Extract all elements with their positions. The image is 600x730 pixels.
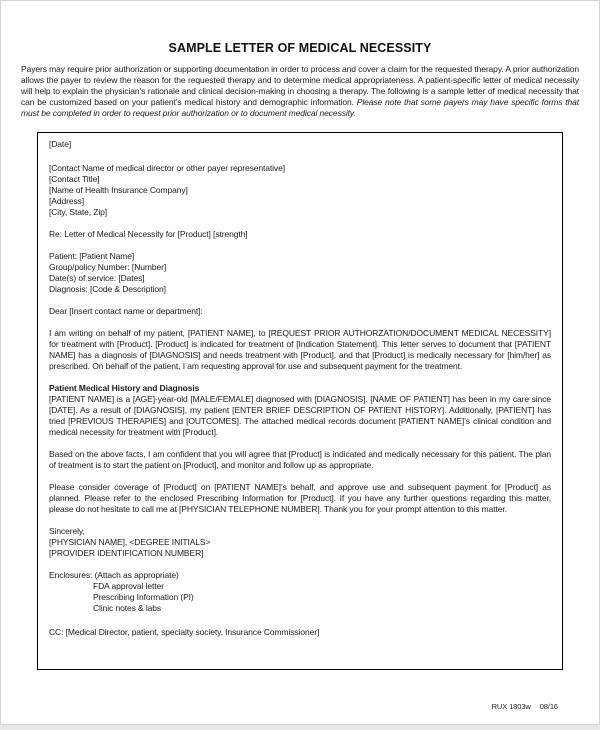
letter-line: [PROVIDER IDENTIFICATION NUMBER] bbox=[49, 548, 204, 558]
letter-line: Sincerely, bbox=[49, 526, 85, 536]
closing-block bbox=[49, 526, 551, 559]
footer-doc-date: 08/16 bbox=[539, 702, 558, 711]
letter-line: [Address] bbox=[49, 196, 85, 206]
intro-text-regular: Payers may require prior authorization or supporting documentation in order to process and cover a claim for the requested therapy. A prior authorization allows the payer to review the reason for the requested therapy and to determine medical appropriateness. A patient-specific letter of medical necessity will help to explain the physician’s rationale and clinical decision-making in choosing a therapy. The following is a sample letter of medical necessity that can be customized based on your patient’s medical history and demographic information. bbox=[21, 64, 579, 107]
letter-line: Group/policy Number: [Number] bbox=[49, 262, 167, 272]
intro-text-italic: Please note that some payers may have specific forms that must be completed in order to request prior authorization or to document medical necessity. bbox=[21, 97, 580, 118]
enclosures-list bbox=[49, 581, 551, 614]
request-paragraph: I am writing on behalf of my patient, [PATIENT NAME], to [REQUEST PRIOR AUTHORZATION/DOCUMENT MEDICAL NECESSITY] for treatment with [Product]. [Product] is indicated for treatment of [Indication Statement]. This letter serves to document that [PATIENT NAME] has a diagnosis of [DIAGNOSIS] and needs treatment with [Product], and that [Product] is medically necessary for [him/her] as prescribed. On behalf of the patient, I am requesting approval for use and subsequent payment for the treatment. bbox=[49, 328, 551, 371]
patient-info-block bbox=[49, 251, 551, 295]
letter-line: [PHYSICIAN NAME], <DEGREE INITIALS> bbox=[49, 537, 211, 547]
history-heading: Patient Medical History and Diagnosis bbox=[49, 383, 200, 393]
letter-line: Diagnosis: [Code & Description] bbox=[49, 284, 166, 294]
letter-line: [City, State, Zip] bbox=[49, 207, 108, 217]
enclosures-label: Enclosures: (Attach as appropriate) bbox=[49, 570, 179, 580]
cc-line: CC: [Medical Director, patient, specialty society, Insurance Commissioner] bbox=[49, 627, 320, 637]
intro-paragraph bbox=[21, 64, 579, 119]
letter-template-box bbox=[37, 132, 563, 670]
re-line: Re: Letter of Medical Necessity for [Product] [strength] bbox=[49, 229, 248, 239]
letter-line: [Contact Title] bbox=[49, 174, 100, 184]
date-line: [Date] bbox=[49, 139, 72, 149]
coverage-paragraph: Please consider coverage of [Product] on [PATIENT NAME]’s behalf, and approve use and subsequent payment for [Product] as planned. Please refer to the enclosed Prescribing Information for [Product]. If you have any further questions regarding this matter, please do not hesitate to call me at [PHYSICIAN TELEPHONE NUMBER]. Thank you for your prompt attention to this matter. bbox=[49, 482, 551, 514]
footer-doc-code: RUX 1803w bbox=[491, 702, 531, 711]
history-paragraph: [PATIENT NAME] is a [AGE]-year-old [MALE/FEMALE] diagnosed with [DIAGNOSIS]. [NAME OF PATIENT] has been in my care since [DATE]. As a result of [DIAGNOSIS], my patient [ENTER BRIEF DESCRIPTION OF PATIENT HISTORY]. Additionally, [PATIENT] has tried [PREVIOUS THERAPIES] and [OUTCOMES]. The attached medical records document [PATIENT NAME]’s clinical condition and medical necessity for treatment with [Product]. bbox=[49, 394, 551, 437]
enclosure-item: Prescribing Information (PI) bbox=[93, 592, 194, 602]
salutation-line: Dear [Insert contact name or department]: bbox=[49, 306, 203, 316]
enclosure-item: Clinic notes & labs bbox=[93, 603, 162, 613]
letter-line: [Contact Name of medical director or other payer representative] bbox=[49, 163, 285, 173]
letter-line: Date(s) of service: [Dates] bbox=[49, 273, 145, 283]
recipient-block bbox=[49, 163, 551, 218]
confidence-paragraph: Based on the above facts, I am confident that you will agree that [Product] is indicated and medically necessary for this patient. The plan of treatment is to start the patient on [Product], and monitor and follow up as appropriate. bbox=[49, 449, 551, 470]
page-title: SAMPLE LETTER OF MEDICAL NECESSITY bbox=[168, 41, 432, 55]
letter-line: [Name of Health Insurance Company] bbox=[49, 185, 188, 195]
enclosure-item: FDA approval letter bbox=[93, 581, 164, 591]
letter-line: Patient: [Patient Name] bbox=[49, 251, 135, 261]
document-footer bbox=[492, 702, 558, 711]
